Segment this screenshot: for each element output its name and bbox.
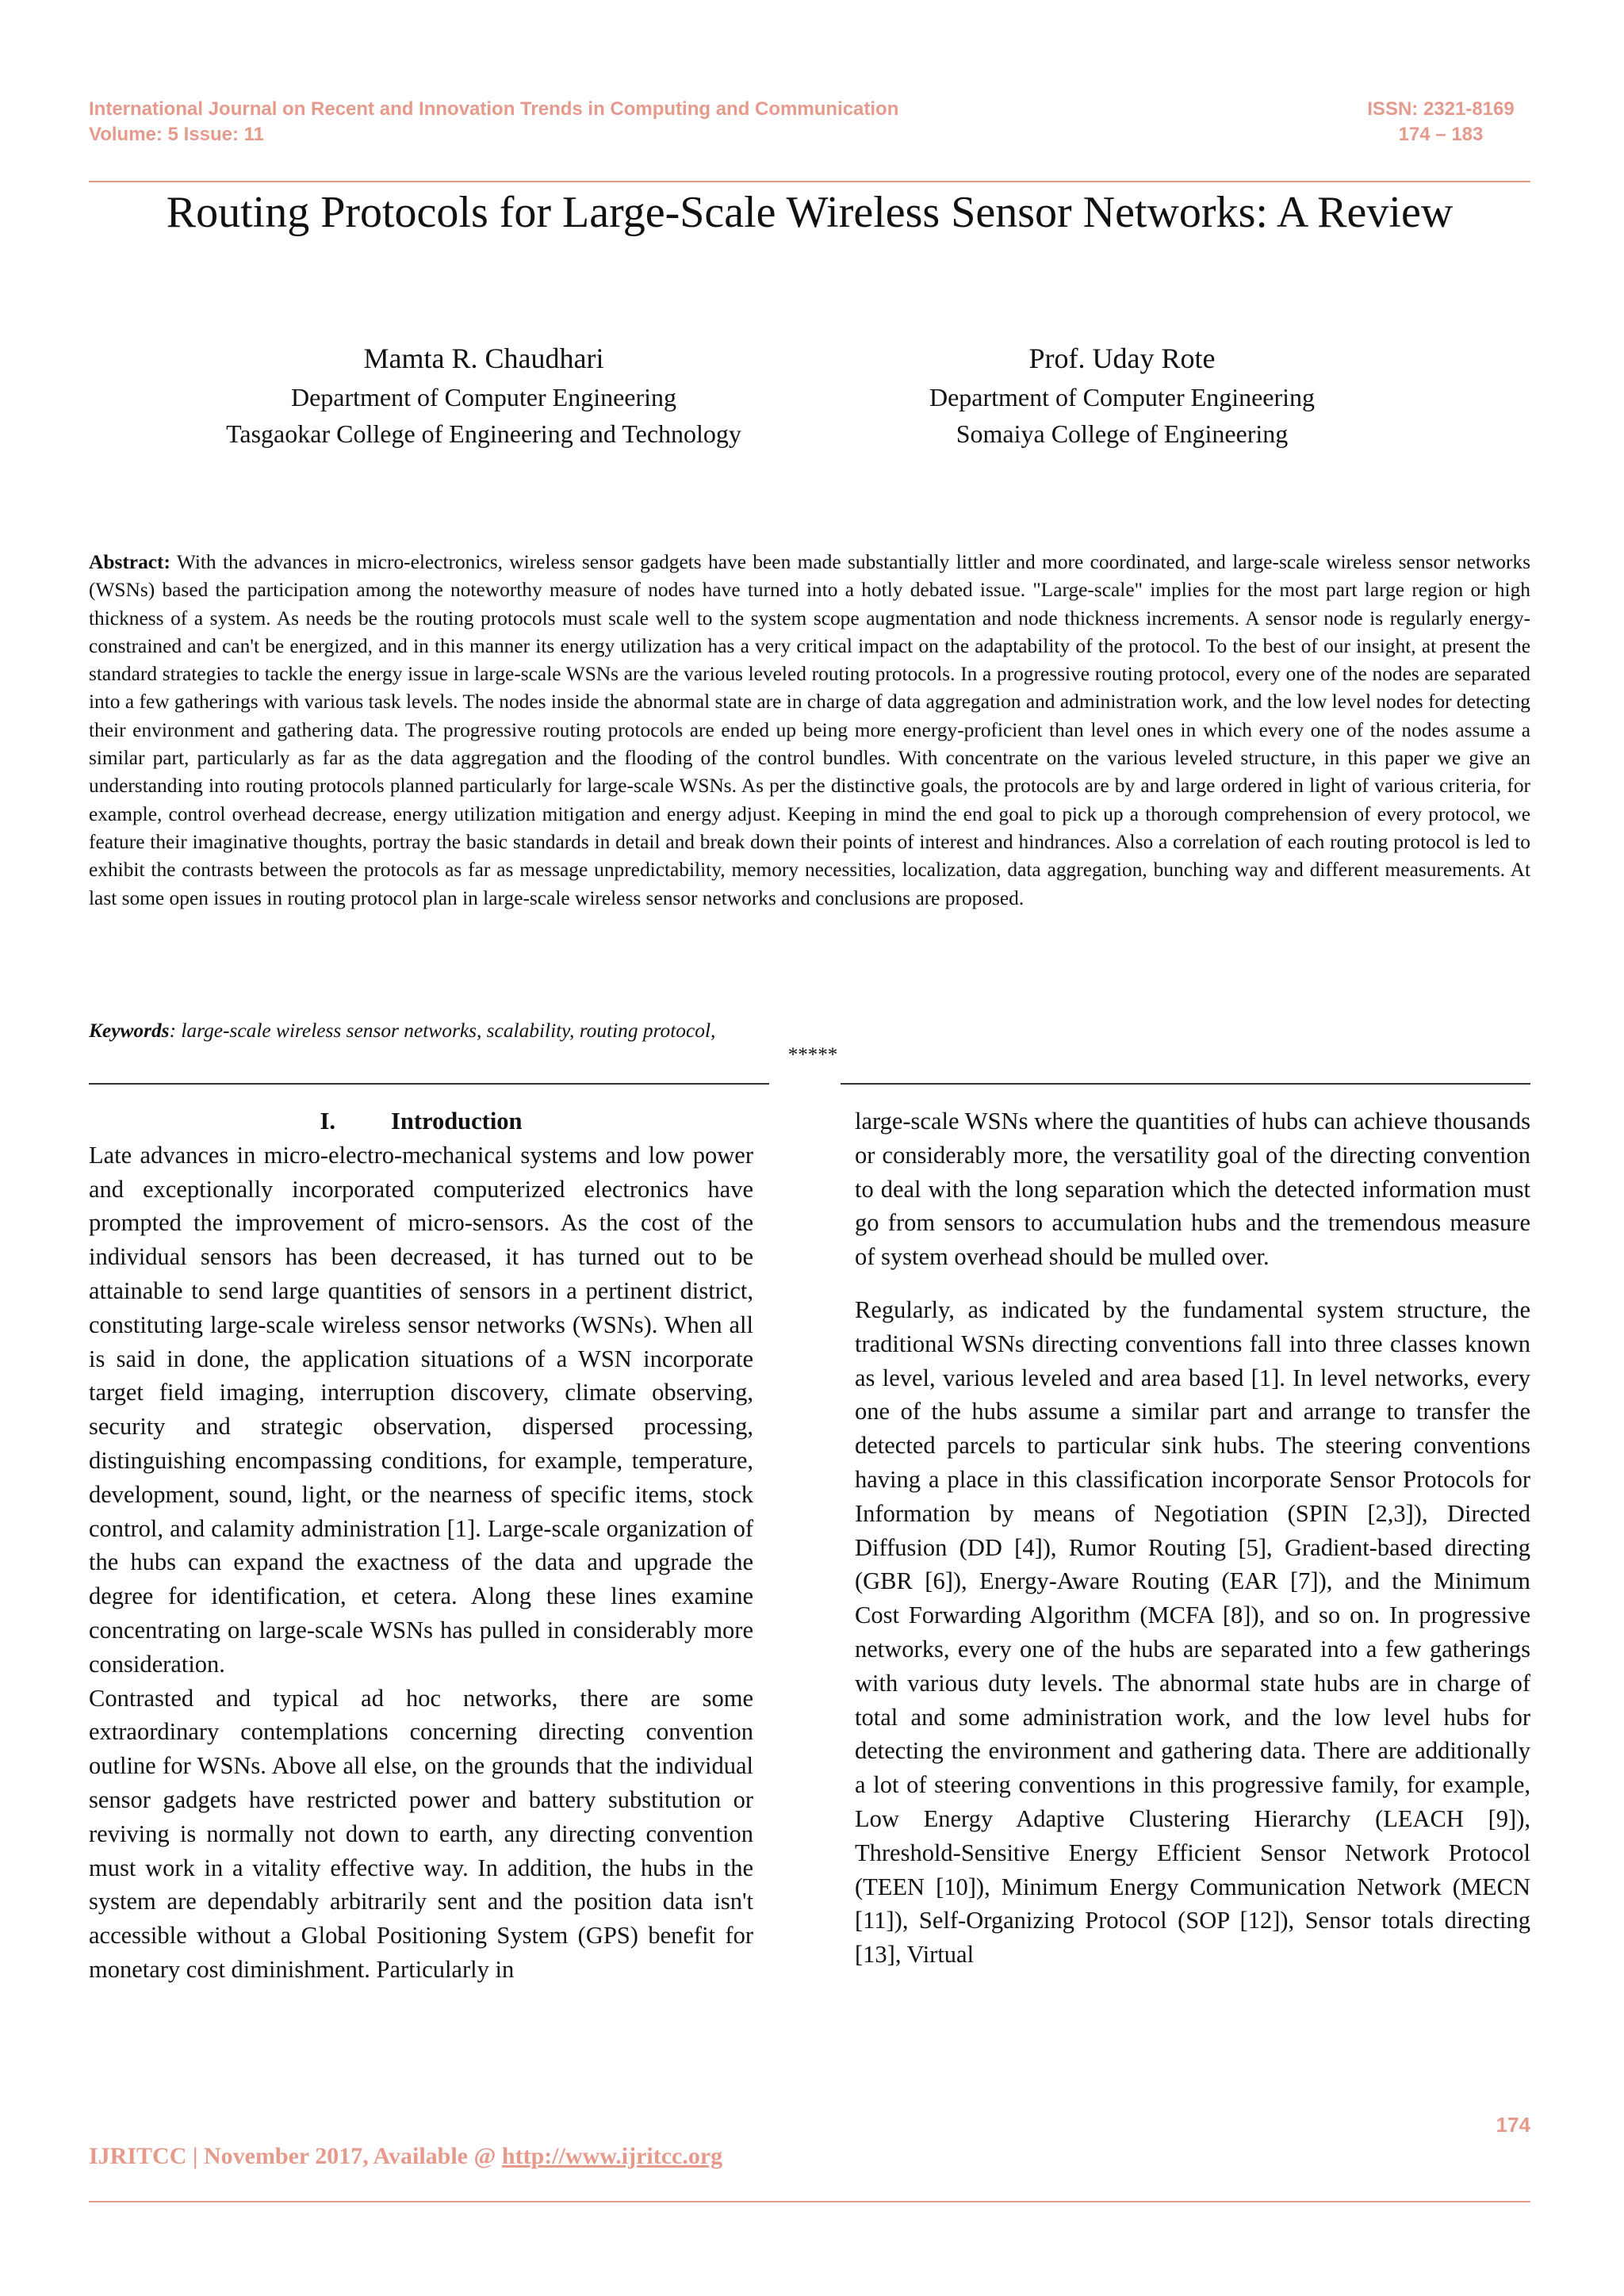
author-name: Mamta R. Chaudhari [363, 342, 604, 374]
keywords-label: Keywords [89, 1020, 170, 1042]
separator-stars: ***** [787, 1044, 838, 1066]
author-name: Prof. Uday Rote [1028, 342, 1216, 374]
journal-name: International Journal on Recent and Innovation Trends in Computing and Communication [89, 98, 899, 120]
journal-header [89, 97, 898, 147]
issn: ISSN: 2321-8169 [1367, 98, 1515, 120]
left-column [89, 1104, 753, 1987]
footer-rule [89, 2201, 1530, 2202]
footer [89, 2141, 722, 2172]
paragraph-gap [855, 1274, 1530, 1293]
right-column [855, 1104, 1530, 1972]
issn-block [1356, 97, 1526, 147]
author-block-1 [182, 339, 785, 452]
footer-text: IJRITCC | November 2017, Available @ [89, 2143, 502, 2169]
section-number: I. [320, 1108, 335, 1135]
author-institution: Tasgaokar College of Engineering and Technology [226, 419, 741, 448]
body-paragraph: Late advances in micro-electro-mechanical systems and low power and exceptionally incorporated computerized electronics have prompted the improvement of micro-sensors. As the cost of the individual sensors has been decreased, it has turned out to be attainable to send large quantities of sensors in a pertinent district, constituting large-scale wireless sensor networks (WSNs). When all is said in done, the application situations of a WSN incorporate target field imaging, interruption discovery, climate observing, security and strategic observation, dispersed processing, distinguishing encompassing conditions, for example, temperature, development, sound, light, or the nearness of specific items, stock control, and calamity administration [1]. Large-scale organization of the hubs can expand the exactness of the data and upgrade the degree for identification, et cetera. Along these lines examine concentrating on large-scale WSNs has pulled in considerably more consideration. [89, 1141, 753, 1678]
author-department: Department of Computer Engineering [929, 383, 1316, 411]
journal-volume: Volume: 5 Issue: 11 [89, 124, 264, 145]
body-paragraph: Regularly, as indicated by the fundamental system structure, the traditional WSNs directing conventions fall into three classes known as level, various leveled and area based [1]. In level networks, every one of the hubs assume a similar part and arrange to transfer the detected parcels to particular sink hubs. The steering conventions having a place in this classification incorporate Sensor Protocols for Information by means of Negotiation (SPIN [2,3]), Directed Diffusion (DD [4]), Rumor Routing [5], Gradient-based directing (GBR [6]), Energy-Aware Routing (EAR [7]), and the Minimum Cost Forwarding Algorithm (MCFA [8]), and so on. In progressive networks, every one of the hubs are separated into a few gatherings with various duty levels. The abnormal state hubs are in charge of total and some administration work, and the low level hubs for detecting the environment and gathering data. There are additionally a lot of steering conventions in this progressive family, for example, Low Energy Adaptive Clustering Hierarchy (LEACH [9]), Threshold-Sensitive Energy Efficient Sensor Network Protocol (TEEN [10]), Minimum Energy Communication Network (MECN [11]), Self-Organizing Protocol (SOP [12]), Sensor totals directing [13], Virtual [855, 1295, 1530, 1969]
author-department: Department of Computer Engineering [290, 383, 677, 411]
page-number: 174 [1496, 2113, 1530, 2137]
page-range: 174 – 183 [1398, 124, 1484, 145]
body-paragraph: large-scale WSNs where the quantities of hubs can achieve thousands or considerably more, the versatility goal of the directing convention to deal with the long separation which the detected information must go from sensors to accumulation hubs and the tremendous measure of system overhead should be mulled over. [855, 1108, 1530, 1271]
section-heading [89, 1104, 753, 1138]
body-paragraph: Contrasted and typical ad hoc networks, there are some extraordinary contemplations concerning directing convention outline for WSNs. Above all else, on the grounds that the individual sensor gadgets have restricted power and battery substitution or reviving is normally not down to earth, any directing convention must work in a vitality effective way. In addition, the hubs in the system are dependably arbitrarily sent and the position data isn't accessible without a Global Positioning System (GPS) benefit for monetary cost diminishment. Particularly in [89, 1684, 753, 1983]
abstract [89, 549, 1530, 913]
footer-link[interactable]: http://www.ijritcc.org [501, 2143, 723, 2169]
keywords [89, 1017, 1530, 1044]
header-rule [89, 181, 1530, 182]
abstract-label: Abstract: [89, 551, 170, 573]
section-title: Introduction [390, 1108, 523, 1135]
author-block-2 [821, 339, 1423, 452]
abstract-text: With the advances in micro-electronics, wireless sensor gadgets have been made substantially littler and more coordinated, and large-scale wireless sensor networks (WSNs) based the participation among the noteworthy measure of nodes have turned into a hotly debated issue. "Large-scale" implies for the most part large region or high thickness of a system. As needs be the routing protocols must scale well to the system scope augmentation and node thickness increments. A sensor node is regularly energy-constrained and can't be energized, and in this manner its energy utilization has a very critical impact on the adaptability of the protocol. To the best of our insight, at present the standard strategies to tackle the energy issue in large-scale WSNs are the various leveled routing protocols. In a progressive routing protocol, every one of the nodes are separated into a few gatherings with various task levels. The nodes inside the abnormal state are in charge of data aggregation and administration work, and the low level nodes for detecting their environment and gathering data. The progressive routing protocols are ended up being more energy-proficient than level ones in which every one of the nodes assume a similar part, particularly as far as the data aggregation and the flooding of the control bundles. With concentrate on the various leveled structure, in this paper we give an understanding into routing protocols planned particularly for large-scale WSNs. As per the distinctive goals, the protocols are by and large ordered in light of various criteria, for example, control overhead decrease, energy utilization mitigation and energy adjust. Keeping in mind the end goal to pick up a thorough comprehension of every protocol, we feature their imaginative thoughts, portray the basic standards in detail and break down their points of interest and hindrances. Also a correlation of each routing protocol is led to exhibit the contrasts between the protocols as far as message unpredictability, memory necessities, localization, data aggregation, bunching way and different measurements. At last some open issues in routing protocol plan in large-scale wireless sensor networks and conclusions are proposed. [89, 551, 1531, 909]
author-institution: Somaiya College of Engineering [956, 419, 1289, 448]
keywords-text: : large-scale wireless sensor networks, scalability, routing protocol, [169, 1020, 716, 1042]
separator-line-right [841, 1083, 1530, 1085]
paper-title: Routing Protocols for Large-Scale Wireless Sensor Networks: A Review [166, 188, 1454, 237]
separator-line-left [89, 1083, 769, 1085]
